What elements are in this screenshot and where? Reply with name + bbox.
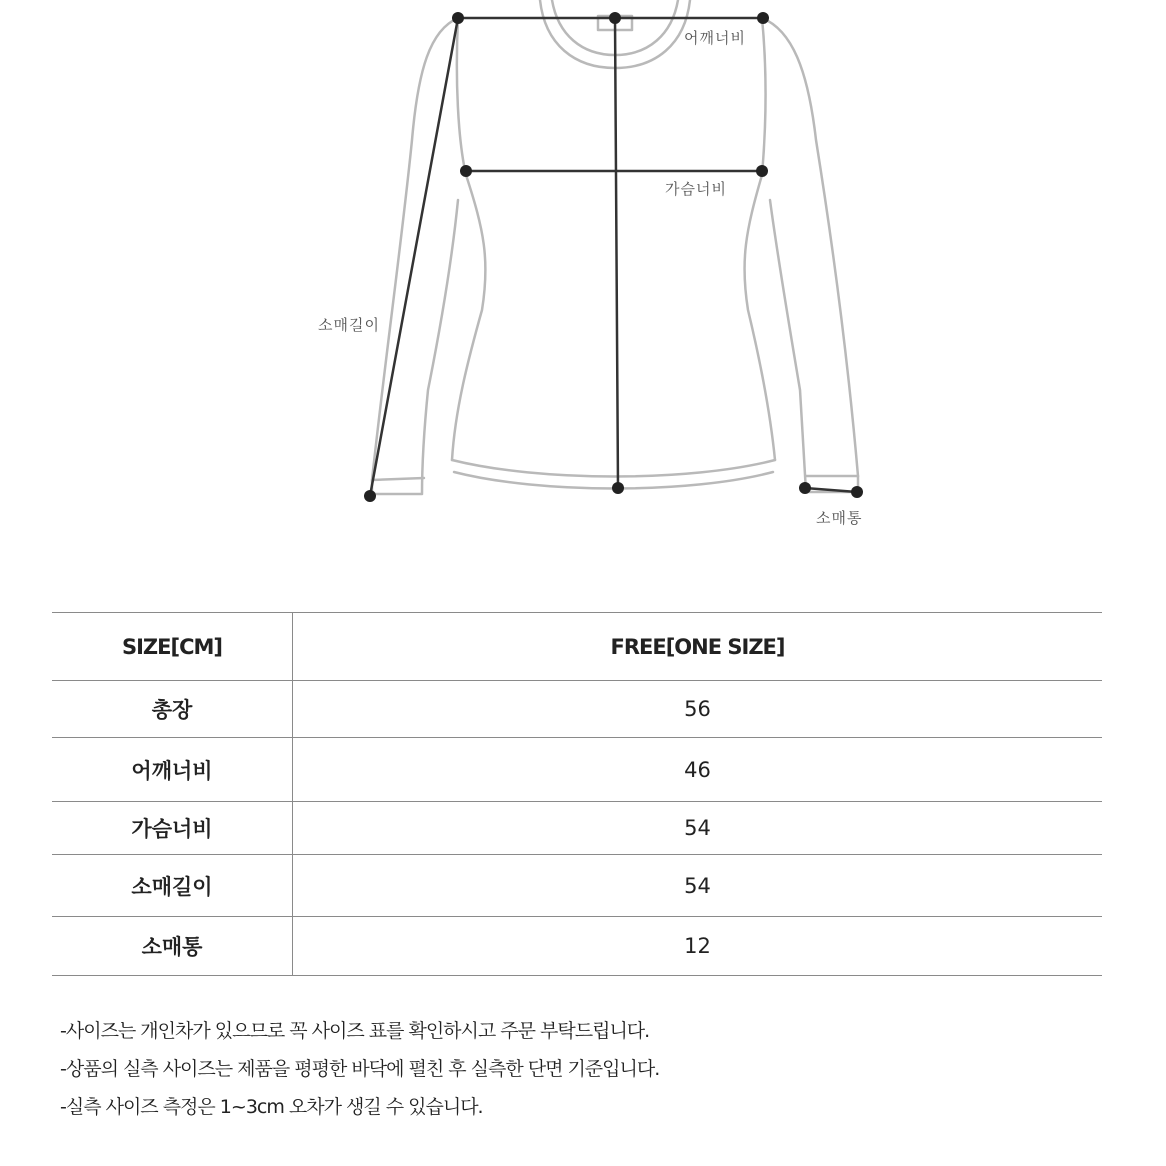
row-value: 54 [293,802,1103,855]
shirt-hem [452,460,775,477]
table-row [52,917,1102,976]
sleeve-length-measure-line [370,18,458,496]
measure-point [460,165,472,177]
measure-point [612,482,624,494]
length-measure-line [615,18,618,488]
shirt-body-right [744,18,775,460]
row-label: 가슴너비 [52,802,293,855]
table-header-value: FREE[ONE SIZE] [293,613,1103,681]
table-header-label: SIZE[CM] [52,613,293,681]
shirt-body-left [452,18,485,460]
measure-point [756,165,768,177]
shirt-illustration [0,0,1166,560]
measure-point [609,12,621,24]
row-label: 총장 [52,681,293,738]
note-line: -상품의 실측 사이즈는 제품을 평평한 바닥에 펼친 후 실측한 단면 기준입니다. [60,1058,660,1080]
shirt-left-cuff [372,478,424,480]
shirt-right-sleeve-outer [762,18,858,492]
sleeve-width-label: 소매통 [816,509,863,527]
measure-point [799,482,811,494]
row-value: 12 [293,917,1103,976]
row-value: 54 [293,855,1103,917]
sleeve-length-label: 소매길이 [318,316,380,334]
table-header-row [52,613,1102,681]
size-notes [60,1012,659,1126]
note-line: -실측 사이즈 측정은 1~3cm 오차가 생길 수 있습니다. [60,1096,483,1118]
shoulder-width-label: 어깨너비 [684,29,746,47]
measure-point [364,490,376,502]
table-row [52,738,1102,802]
table-row [52,681,1102,738]
table-row [52,855,1102,917]
measure-point [851,486,863,498]
row-value: 56 [293,681,1103,738]
measure-point [452,12,464,24]
size-diagram [0,0,1166,560]
row-label: 소매통 [52,917,293,976]
size-table [52,612,1102,976]
row-value: 46 [293,738,1103,802]
table-row [52,802,1102,855]
chest-width-label: 가슴너비 [665,180,727,198]
note-line: -사이즈는 개인차가 있으므로 꼭 사이즈 표를 확인하시고 주문 부탁드립니다. [60,1020,650,1042]
row-label: 어깨너비 [52,738,293,802]
row-label: 소매길이 [52,855,293,917]
measure-point [757,12,769,24]
